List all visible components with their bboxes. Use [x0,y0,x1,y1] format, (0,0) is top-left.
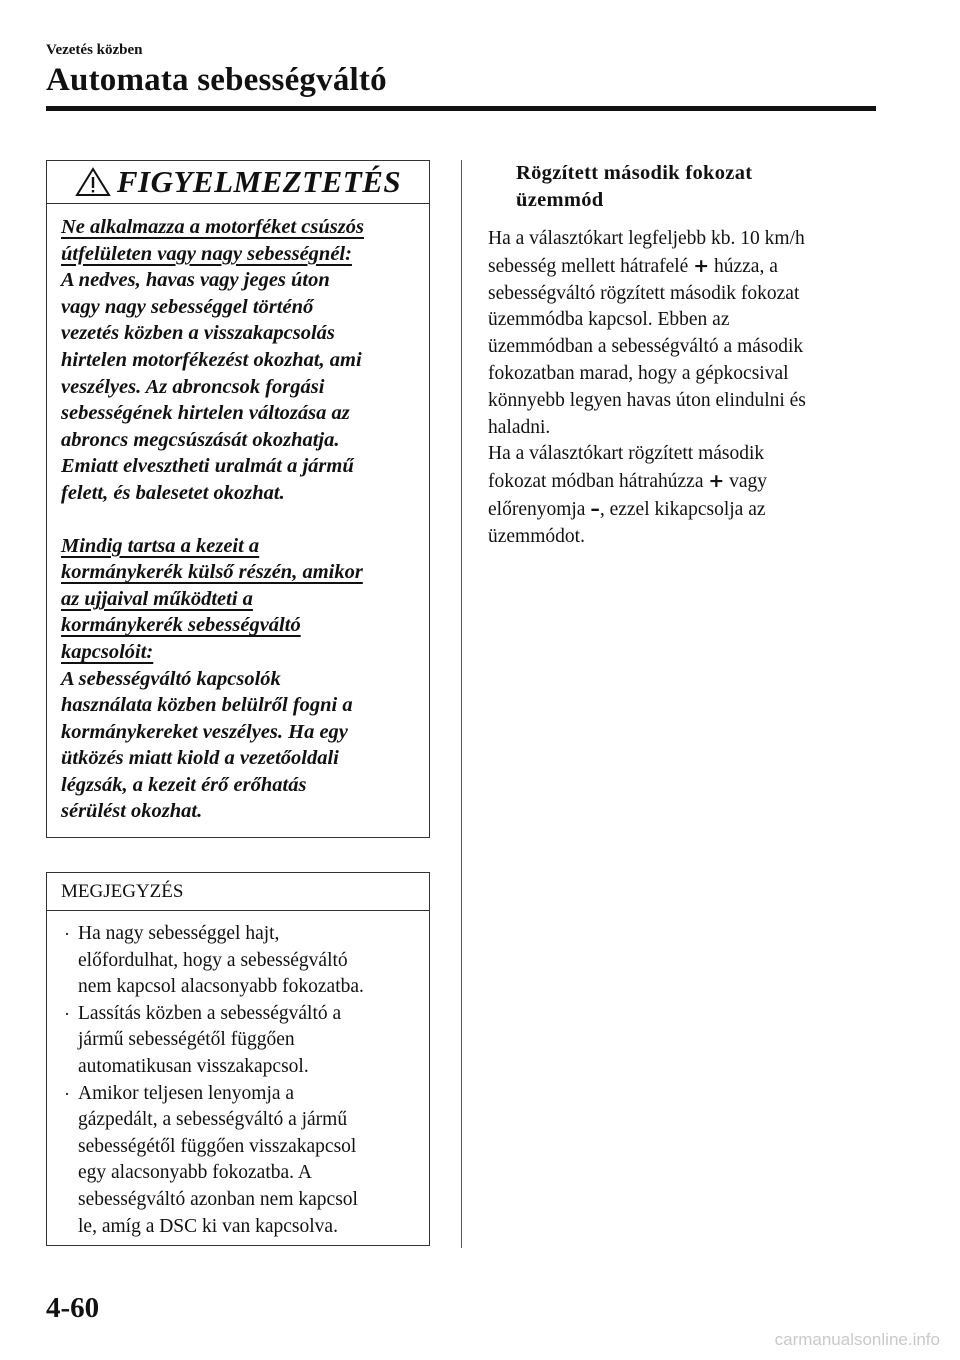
plus-icon: + [708,470,725,493]
warning-title: FIGYELMEZTETÉS [116,164,402,199]
warning-heading-line: kormánykerék külső részén, amikor [61,561,363,584]
warning-triangle-icon [75,167,111,197]
warning-text-line: kormánykereket veszélyes. Ha egy [61,720,348,743]
text-line: fokozatban marad, hogy a gépkocsival [488,362,789,384]
list-item [61,1001,415,1081]
note-line: automatikusan visszakapcsol. [78,1055,309,1077]
bullet: · [64,1003,70,1024]
section-heading [516,160,878,214]
warning-body [47,204,429,825]
list-item [61,1081,415,1241]
warning-text-line: A nedves, havas vagy jeges úton [61,269,330,292]
text-line [488,253,878,281]
warning-text-line: ütközés miatt kiold a vezetőoldali [61,747,339,770]
section-heading-line: üzemmód [516,189,604,211]
warning-heading-line: Mindig tartsa a kezeit a [61,534,260,557]
warning-text-line: hirtelen motorfékezést okozhat, ami [61,348,362,371]
warning-text-line: sebességének hirtelen változása az [61,402,350,425]
warning-heading-line: útfelületen vagy nagy sebességnél: [61,242,352,265]
warning-heading-line: az ujjaival működteti a [61,587,253,610]
text-fragment: sebesség mellett hátrafelé [488,255,689,277]
warning-box [46,160,430,838]
column-divider [461,160,462,1248]
plus-icon: + [693,254,710,277]
header-rule [46,106,876,111]
warning-text-line: felett, és balesetet okozhat. [61,481,285,504]
section-label: Vezetés közben [46,42,143,58]
warning-heading-line: kormánykerék sebességváltó [61,614,301,637]
text-line: haladni. [488,416,551,438]
warning-text-line: veszélyes. Az abroncsok forgási [61,375,325,398]
text-line: üzemmódba kapcsol. Ebben az [488,309,730,331]
warning-text-line: abroncs megcsúszását okozhatja. [61,428,340,451]
warning-text-line: A sebességváltó kapcsolók [61,667,281,690]
text-line: Ha a választókart legfeljebb kb. 10 km/h [488,228,805,249]
warning-header [47,161,429,204]
note-line: egy alacsonyabb fokozatba. A [78,1162,312,1184]
note-line: gázpedált, a sebességváltó a jármű [78,1109,348,1131]
bullet: · [64,1083,70,1104]
text-line [488,468,878,496]
note-line: le, amíg a DSC ki van kapcsolva. [78,1215,338,1237]
text-fragment: fokozat módban hátrahúzza [488,471,704,493]
warning-heading-line: kapcsolóit: [61,640,154,663]
note-line: nem kapcsol alacsonyabb fokozatba. [78,976,364,998]
text-line: Ha a választókart rögzített második [488,443,765,465]
note-list [47,911,429,1240]
text-line: üzemmódban a sebességváltó a második [488,336,804,358]
bullet: · [64,924,70,944]
note-line: Lassítás közben a sebességváltó a [78,1002,342,1024]
text-fragment: húzza, a [714,255,778,277]
section-heading-line: Rögzített második fokozat [516,162,753,184]
note-line: sebességváltó azonban nem kapcsol [78,1188,358,1210]
note-line: előfordulhat, hogy a sebességváltó [78,949,348,971]
text-line [488,496,878,524]
warning-text-line: légzsák, a kezeit érő erőhatás [61,773,307,796]
warning-heading-line: Ne alkalmazza a motorféket csúszós [61,216,364,238]
warning-text-line: sérülést okozhat. [61,800,203,823]
text-fragment: előrenyomja [488,498,586,520]
right-column [488,160,878,551]
note-line: Ha nagy sebességgel hajt, [78,923,280,944]
note-line: sebességétől függően visszakapcsol [78,1135,357,1157]
note-line: Amikor teljesen lenyomja a [78,1082,295,1104]
text-fragment: vagy [729,471,768,493]
warning-text-line: vagy nagy sebességgel történő [61,295,314,318]
warning-text-line: vezetés közben a visszakapcsolás [61,322,335,345]
list-item [61,921,415,1001]
watermark: carmanualsonline.info [774,1330,940,1349]
minus-icon: – [590,497,600,520]
warning-text-line: Emiatt elvesztheti uralmát a jármű [61,455,354,478]
note-box [46,872,430,1246]
page-title: Automata sebességváltó [46,62,387,98]
note-line: jármű sebességétől függően [78,1029,295,1051]
warning-text-line: használata közben belülről fogni a [61,694,353,717]
note-title: MEGJEGYZÉS [47,873,429,911]
text-line: könnyebb legyen havas úton elindulni és [488,389,806,411]
text-fragment: , ezzel kikapcsolja az [599,498,766,520]
text-line: üzemmódot. [488,525,585,547]
body-text [488,226,878,551]
page-number: 4-60 [46,1292,100,1324]
text-line: sebességváltó rögzített második fokozat [488,282,800,304]
